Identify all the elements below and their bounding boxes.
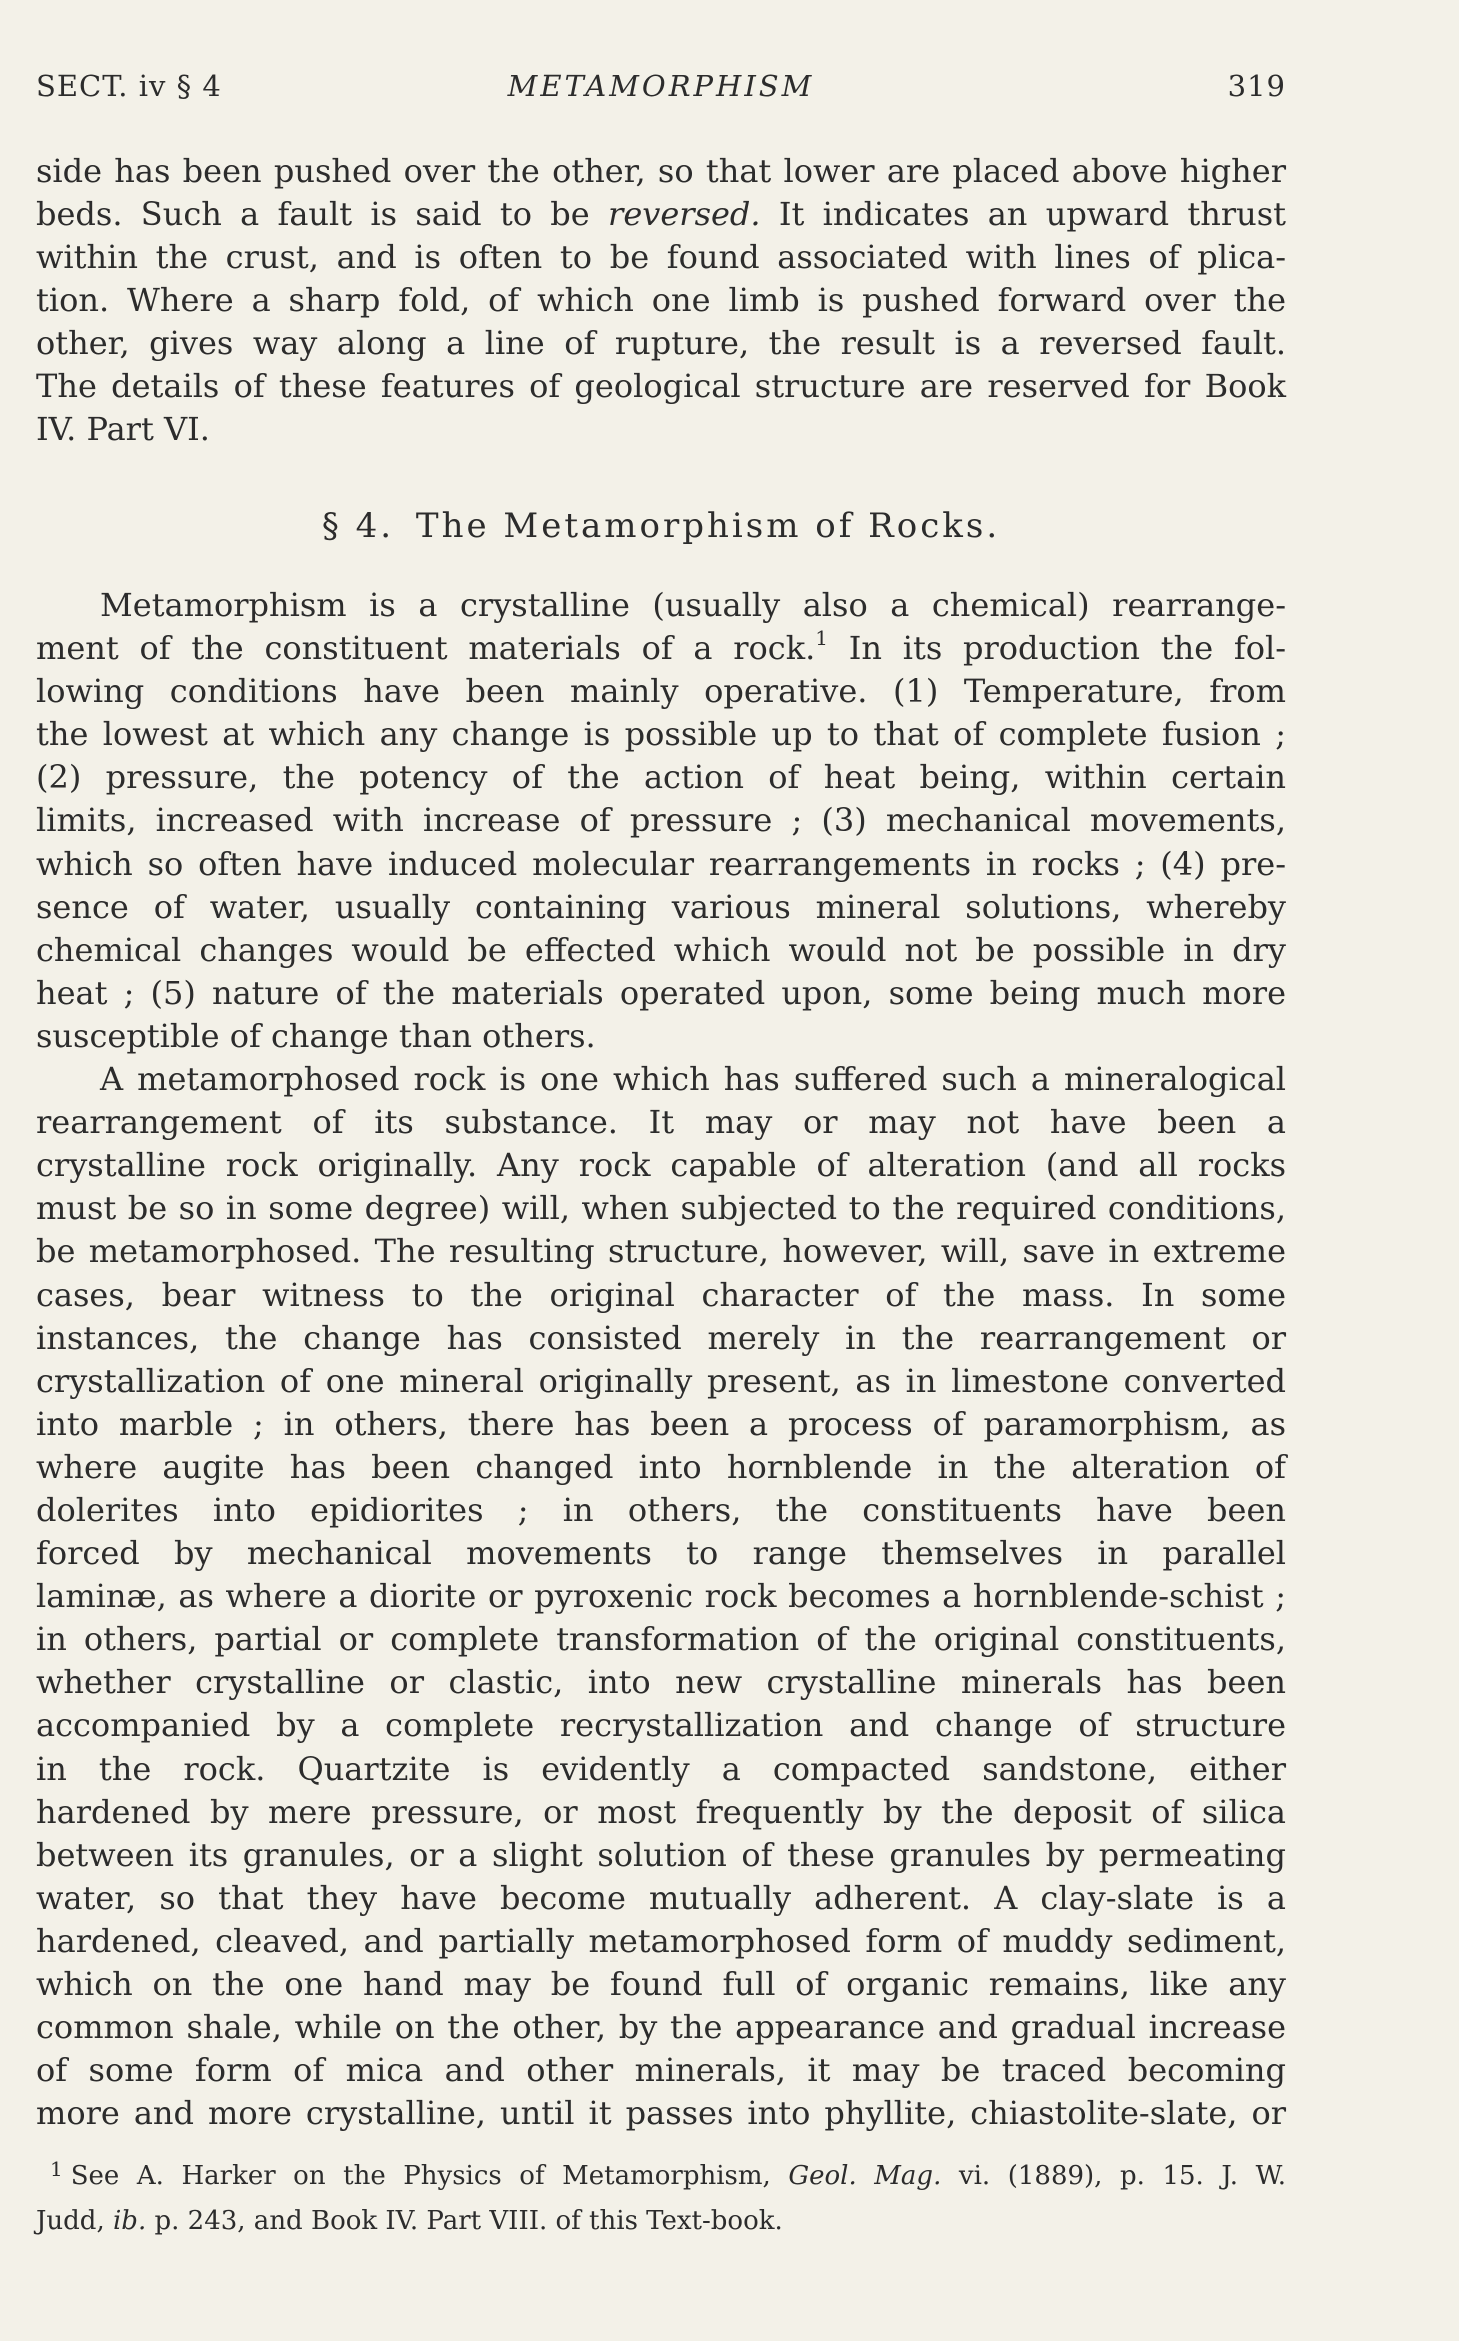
text-line: more and more crystalline, until it passes into phyllite, chiastolite-slate, or <box>36 2094 1286 2133</box>
text-span: See A. Harker on the Physics of Metamorphism, <box>70 2161 789 2191</box>
text-line: dolerites into epidiorites ; in others, the constituents have been <box>36 1490 1286 1529</box>
text-line: Metamorphism is a crystalline (usually also a chemical) rearrange- <box>100 586 1286 624</box>
text-line: water, so that they have become mutually adherent. A clay-slate is a <box>36 1878 1286 1917</box>
text-line: forced by mechanical movements to range themselves in parallel <box>36 1534 1286 1573</box>
footnote-reference[interactable]: 1 <box>815 626 829 651</box>
text-line: lowing conditions have been mainly operative. (1) Temperature, from <box>36 672 1286 711</box>
text-line: into marble ; in others, there has been a process of paramorphism, as <box>36 1404 1286 1443</box>
text-line: within the crust, and is often to be found associated with lines of plica- <box>36 238 1286 276</box>
text-line: hardened by mere pressure, or most frequently by the deposit of silica <box>36 1792 1286 1831</box>
text-line: in others, partial or complete transformation of the original constituents, <box>36 1620 1286 1659</box>
text-line: be metamorphosed. The resulting structure, however, will, save in extreme <box>36 1232 1286 1271</box>
italic-term: reversed. <box>608 195 761 233</box>
text-span: Judd, <box>36 2206 113 2236</box>
text-span: vi. (1889), p. 15. J. W. <box>941 2161 1287 2191</box>
text-line: crystallization of one mineral originally present, as in limestone converted <box>36 1361 1286 1400</box>
text-span: In its production the fol- <box>828 629 1287 668</box>
footnote-line <box>36 2199 1286 2243</box>
ibid-abbrev: ib. <box>112 2206 147 2236</box>
text-line: the lowest at which any change is possible up to that of complete fusion ; <box>36 715 1286 754</box>
text-line: (2) pressure, the potency of the action of heat being, within certain <box>36 758 1286 797</box>
running-title: METAMORPHISM <box>507 69 815 103</box>
text-line: crystalline rock originally. Any rock capable of alteration (and all rocks <box>36 1146 1286 1185</box>
text-span: beds. Such a fault is said to be <box>36 195 609 233</box>
footnote-line <box>36 2154 1286 2199</box>
text-line: common shale, while on the other, by the appearance and gradual increase <box>36 2008 1286 2047</box>
text-line: cases, bear witness to the original character of the mass. In some <box>36 1275 1286 1314</box>
footnote-marker: 1 <box>50 2157 63 2181</box>
text-line: laminæ, as where a diorite or pyroxenic rock becomes a hornblende-schist ; <box>36 1577 1286 1616</box>
text-line: limits, increased with increase of pressure ; (3) mechanical movements, <box>36 801 1286 840</box>
text-line: sence of water, usually containing various mineral solutions, whereby <box>36 887 1286 926</box>
text-line: accompanied by a complete recrystallization and change of structure <box>36 1706 1286 1745</box>
section-title: The Metamorphism of Rocks. <box>415 506 1001 546</box>
section-heading <box>36 502 1286 550</box>
journal-title: Geol. Mag. <box>788 2161 942 2191</box>
section-body <box>36 584 1286 2135</box>
text-line: between its granules, or a slight solution of these granules by permeating <box>36 1835 1286 1874</box>
text-span: ment of the constituent materials of a rock. <box>36 629 816 668</box>
paragraph-continuation <box>36 150 1286 451</box>
text-line <box>36 193 1286 236</box>
text-span: It indicates an upward thrust <box>760 195 1287 233</box>
section-marker: SECT. iv § 4 <box>36 69 222 103</box>
text-line: must be so in some degree) will, when subjected to the required conditions, <box>36 1189 1286 1228</box>
text-line: which on the one hand may be found full of organic remains, like any <box>36 1965 1286 2003</box>
text-line: instances, the change has consisted merely in the rearrangement or <box>36 1318 1286 1357</box>
text-line: hardened, cleaved, and partially metamorphosed form of muddy sediment, <box>36 1921 1286 1960</box>
text-line: of some form of mica and other minerals, it may be traced becoming <box>36 2051 1286 2090</box>
text-line: where augite has been changed into hornblende in the alteration of <box>36 1447 1286 1486</box>
page-number: 319 <box>1227 69 1286 103</box>
text-line: in the rock. Quartzite is evidently a compacted sandstone, either <box>36 1749 1286 1788</box>
text-line: whether crystalline or clastic, into new crystalline minerals has been <box>36 1663 1286 1702</box>
text-line: IV. Part VI. <box>36 410 210 448</box>
text-line <box>36 627 1286 670</box>
text-line: susceptible of change than others. <box>36 1016 596 1055</box>
text-line: side has been pushed over the other, so that lower are placed above higher <box>36 152 1286 190</box>
footnote <box>36 2154 1286 2243</box>
text-line: A metamorphosed rock is one which has suffered such a mineralogical <box>100 1060 1286 1099</box>
page-header <box>36 62 1286 110</box>
text-line: other, gives way along a line of rupture, the result is a reversed fault. <box>36 324 1286 362</box>
text-line: The details of these features of geological structure are reserved for Book <box>36 367 1286 405</box>
section-number: § 4. <box>321 506 395 546</box>
text-line: which so often have induced molecular rearrangements in rocks ; (4) pre- <box>36 844 1286 883</box>
text-line: chemical changes would be effected which would not be possible in dry <box>36 930 1286 969</box>
text-line: tion. Where a sharp fold, of which one limb is pushed forward over the <box>36 281 1286 319</box>
text-span: p. 243, and Book IV. Part VIII. of this Text-book. <box>146 2206 783 2236</box>
text-line: rearrangement of its substance. It may or may not have been a <box>36 1103 1286 1142</box>
text-line: heat ; (5) nature of the materials operated upon, some being much more <box>36 973 1286 1012</box>
